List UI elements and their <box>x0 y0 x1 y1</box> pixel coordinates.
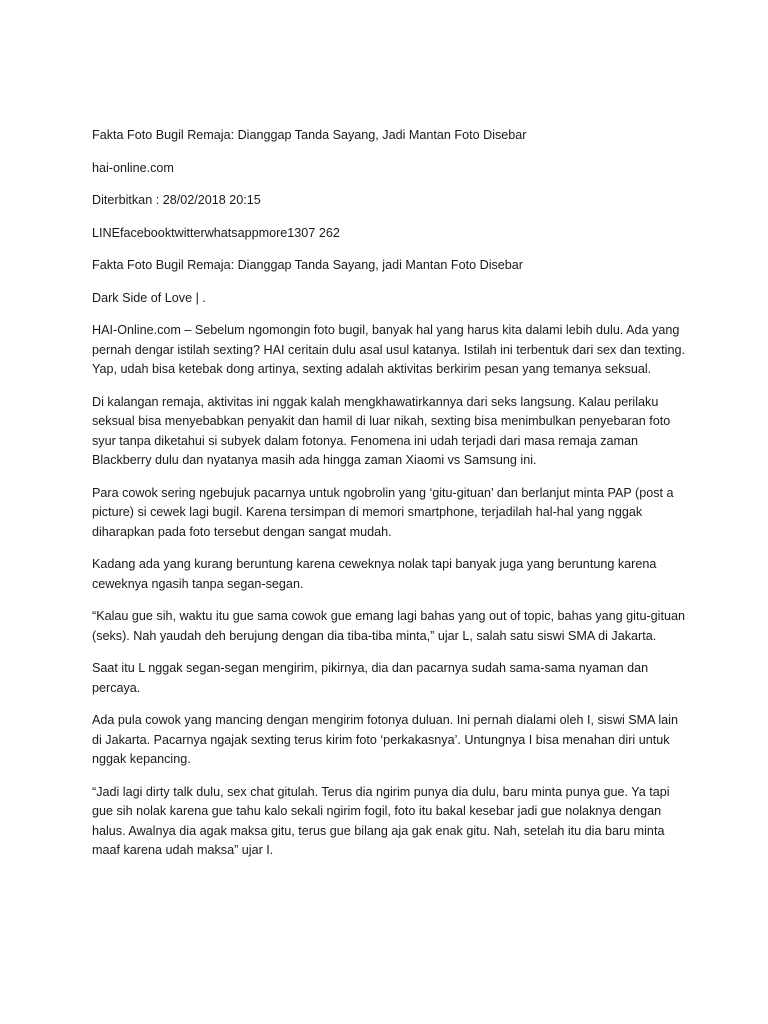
body-paragraph-8: “Jadi lagi dirty talk dulu, sex chat gitulah. Terus dia ngirim punya dia dulu, baru minta punya gue. Ya tapi gue sih nolak karena gue tahu kalo sekali ngirim fogil, foto itu bakal kesebar jadi gue nolaknya dengan halus. Awalnya dia agak maksa gitu, terus gue bilang aja gak enak gitu. Nah, setelah itu dia baru minta maaf karena udah maksa” ujar I. <box>92 784 670 857</box>
body-paragraph-2: Di kalangan remaja, aktivitas ini nggak kalah mengkhawatirkannya dari seks langsung. Kalau perilaku seksual bisa menyebabkan penyakit dan hamil di luar nikah, sexting bisa menimbulkan penyebaran foto syur tanpa diketahui si subyek dalam fotonya. Fenomena ini udah terjadi dari masa remaja zaman Blackberry dulu dan nyatanya masih ada hingga zaman Xiaomi vs Samsung ini. <box>92 394 671 467</box>
body-paragraph-5: “Kalau gue sih, waktu itu gue sama cowok gue emang lagi bahas yang out of topic, bahas yang gitu-gituan (seks). Nah yaudah deh berujung dengan dia tiba-tiba minta,” ujar L, salah satu siswi SMA di Jakarta. <box>92 609 685 643</box>
body-paragraph-3: Para cowok sering ngebujuk pacarnya untuk ngobrolin yang ‘gitu-gituan’ dan berlanjut minta PAP (post a picture) si cewek lagi bugil. Karena tersimpan di memori smartphone, terjadilah hal-hal yang nggak diharapkan pada foto tersebut dengan sangat mudah. <box>92 485 674 539</box>
source-site: hai-online.com <box>92 160 174 175</box>
body-paragraph-6: Saat itu L nggak segan-segan mengirim, pikirnya, dia dan pacarnya sudah sama-sama nyaman dan percaya. <box>92 661 649 695</box>
article-kicker: Dark Side of Love | . <box>92 290 206 305</box>
body-paragraph-4: Kadang ada yang kurang beruntung karena ceweknya nolak tapi banyak juga yang beruntung karena ceweknya ngasih tanpa segan-segan. <box>92 557 657 591</box>
share-bar-text: LINEfacebooktwitterwhatsappmore1307 262 <box>92 225 340 240</box>
article-headline: Fakta Foto Bugil Remaja: Dianggap Tanda Sayang, jadi Mantan Foto Disebar <box>92 258 524 272</box>
article-title: Fakta Foto Bugil Remaja: Dianggap Tanda Sayang, Jadi Mantan Foto Disebar <box>92 128 527 142</box>
publish-date: Diterbitkan : 28/02/2018 20:15 <box>92 193 261 207</box>
body-paragraph-1: HAI-Online.com – Sebelum ngomongin foto bugil, banyak hal yang harus kita dalami lebih dulu. Ada yang pernah dengar istilah sexting? HAI ceritain dulu asal usul katanya. Istilah ini terbentuk dari sex dan texting. Yap, udah bisa ketebak dong artinya, sexting adalah aktivitas berkirim pesan yang temanya seksual. <box>92 323 685 376</box>
body-paragraph-7: Ada pula cowok yang mancing dengan mengirim fotonya duluan. Ini pernah dialami oleh I, siswi SMA lain di Jakarta. Pacarnya ngajak sexting terus kirim foto ‘perkakasnya’. Untungnya I bisa menahan diri untuk nggak kepancing. <box>92 713 678 766</box>
